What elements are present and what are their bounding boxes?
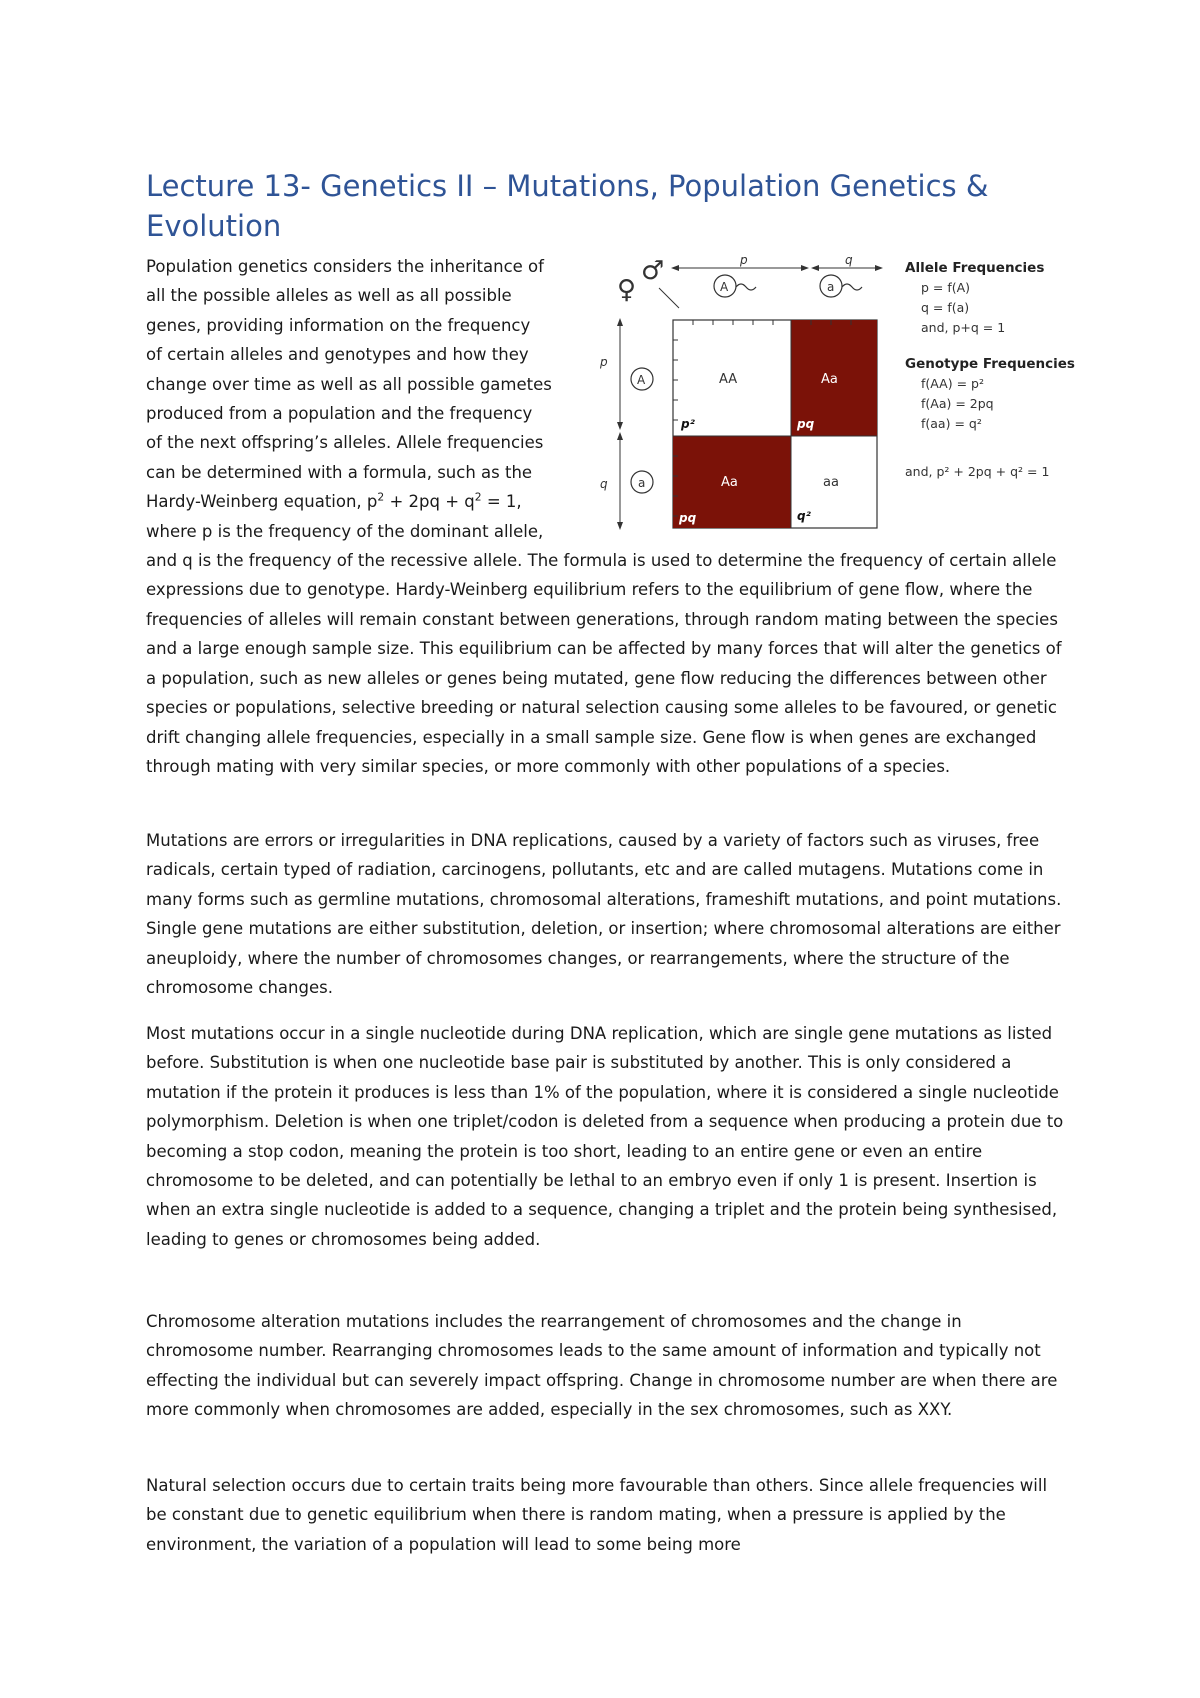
intro-line-text: Hardy-Weinberg equation, p — [146, 492, 378, 512]
single-nucleotide-mutations-paragraph: Most mutations occur in a single nucleotide during DNA replication, which are single gene mutations as listed before. Substitution is when one nucleotide base pair is substituted by another. This is only considered a mutation if the protein it produces is less than 1% of the population, where it is considered a single nucleotide polymorphism. Deletion is when one triplet/codon is deleted from a sequence when producing a protein due to becoming a stop codon, meaning the protein is too short, leading to an entire gene or even an entire chromosome to be deleted, and can potentially be lethal to an embryo even if only 1 is present. Insertion is when an extra single nucleotide is added to a sequence, changing a triplet and the protein being synthesised, leading to genes or chromosomes being added. — [146, 1024, 1064, 1249]
intro-paragraph — [146, 252, 1066, 781]
intro-continued-text: and q is the frequency of the recessive allele. The formula is used to determine the frequency of certain allele expressions due to genotype. Hardy-Weinberg equilibrium refers to the equilibrium of gene flow, where the frequencies of alleles will remain constant between generations, through random mating between the species and a large enough sample size. This equilibrium can be affected by many forces that will alter the genetics of a population, such as new alleles or genes being mutated, gene flow reducing the differences between other species or populations, selective breeding or natural selection causing some alleles to be favoured, or genetic drift changing allele frequencies, especially in a small sample size. Gene flow is when genes are exchanged through mating with very similar species, or more commonly with other populations of a species. — [146, 551, 1062, 776]
intro-line: Population genetics considers the inheritance of — [146, 257, 544, 276]
genotype-sum-equation: and, p² + 2pq + q² = 1 — [905, 464, 1050, 479]
genotype-frequency-item: f(aa) = q² — [921, 416, 982, 431]
superscript: 2 — [474, 490, 482, 504]
genotype-frequencies-title: Genotype Frequencies — [905, 356, 1075, 372]
allele-frequency-item: p = f(A) — [921, 280, 971, 295]
intro-wrapped-lines — [146, 252, 1066, 546]
left-allele-a-label: a — [638, 476, 646, 490]
left-allele-A-label: A — [637, 373, 646, 387]
top-allele-a-label: a — [827, 280, 835, 294]
cell-AA-label: AA — [719, 372, 738, 387]
natural-selection-paragraph: Natural selection occurs due to certain traits being more favourable than others. Since allele frequencies will be constant due to genetic equilibrium when there is random mating, when a pressure is applied by the environment, the variation of a population will lead to some being more — [146, 1476, 1048, 1554]
intro-line: genes, providing information on the frequency — [146, 315, 531, 335]
left-p-label: p — [600, 355, 608, 369]
left-q-label: q — [600, 477, 608, 491]
intro-line: change over time as well as all possible gametes — [146, 374, 552, 394]
page-title: Lecture 13- Genetics II – Mutations, Population Genetics & Evolution — [146, 169, 989, 243]
intro-line: of certain alleles and genotypes and how they — [146, 345, 529, 365]
intro-line: all the possible alleles as well as all possible — [146, 286, 512, 306]
hardy-weinberg-equation-line — [146, 487, 1066, 516]
genotype-frequency-item: f(Aa) = 2pq — [921, 396, 994, 411]
chromosome-alteration-paragraph: Chromosome alteration mutations includes the rearrangement of chromosomes and the change in chromosome number. Rearranging chromosomes leads to the same amount of information and typically not effecting the individual but can severely impact offspring. Change in chromosome number are when there are more commonly when chromosomes are added, especially in the sex chromosomes, such as XXY. — [146, 1312, 1058, 1420]
cell-aa-label: aa — [823, 475, 839, 490]
cell-Aa-top-label: Aa — [821, 372, 838, 387]
female-symbol-icon: ♀ — [617, 275, 637, 305]
cell-pq-bottom-label: pq — [679, 511, 697, 525]
intro-line: can be determined with a formula, such as the — [146, 462, 533, 482]
allele-frequencies-title: Allele Frequencies — [905, 260, 1045, 276]
top-q-label: q — [845, 256, 853, 267]
top-allele-A-label: A — [720, 280, 729, 294]
allele-frequency-item: and, p+q = 1 — [921, 320, 1006, 335]
equation-part: = 1, — [481, 492, 522, 512]
top-p-label: p — [740, 256, 748, 267]
cell-pq-top-label: pq — [797, 417, 815, 431]
superscript: 2 — [377, 490, 385, 504]
allele-frequency-item: q = f(a) — [921, 300, 970, 315]
cell-p2-label: p² — [681, 417, 695, 431]
intro-line: produced from a population and the frequency — [146, 404, 533, 424]
genotype-frequency-item: f(AA) = p² — [921, 376, 984, 391]
intro-line: where p is the frequency of the dominant allele, — [146, 521, 544, 541]
cell-Aa-bottom-label: Aa — [721, 475, 738, 490]
cell-q2-label: q² — [797, 509, 811, 523]
equation-part: + 2pq + q — [384, 492, 475, 512]
mutations-paragraph: Mutations are errors or irregularities in DNA replications, caused by a variety of factors such as viruses, free radicals, certain typed of radiation, carcinogens, pollutants, etc and are called mutagens. Mutations come in many forms such as germline mutations, chromosomal alterations, frameshift mutations, and point mutations. Single gene mutations are either substitution, deletion, or insertion; where chromosomal alterations are either aneuploidy, where the number of chromosomes changes, or rearrangements, where the structure of the chromosome changes. — [146, 831, 1062, 998]
intro-line: of the next offspring’s alleles. Allele frequencies — [146, 433, 544, 453]
male-symbol-icon: ♂ — [641, 256, 665, 286]
